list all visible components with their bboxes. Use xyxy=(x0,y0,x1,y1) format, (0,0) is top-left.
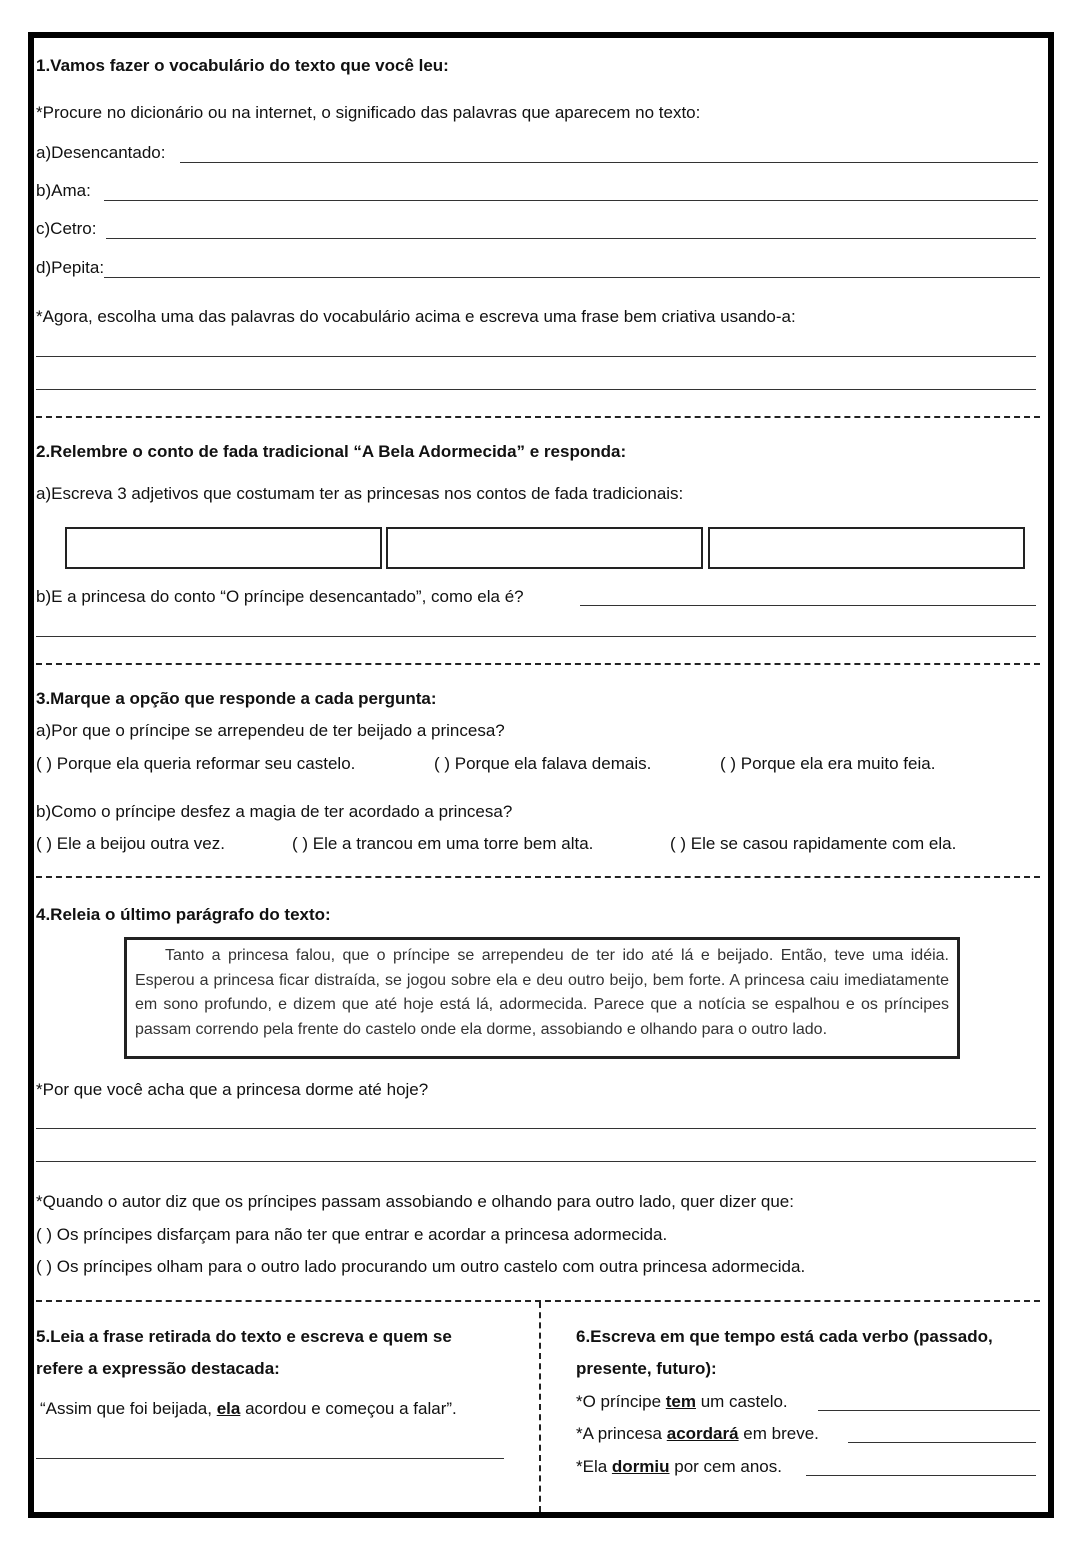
answer-line[interactable] xyxy=(36,1128,1036,1129)
q1-title: 1.Vamos fazer o vocabulário do texto que você leu: xyxy=(36,56,449,75)
text: *Ela xyxy=(576,1457,612,1476)
adjective-box-2[interactable] xyxy=(386,527,703,569)
answer-line[interactable] xyxy=(818,1410,1040,1411)
q3-b: b)Como o príncipe desfez a magia de ter acordado a princesa? xyxy=(36,802,513,821)
q2-title: 2.Relembre o conto de fada tradicional “A Bela Adormecida” e responda: xyxy=(36,442,627,461)
answer-line[interactable] xyxy=(36,636,1036,637)
answer-line[interactable] xyxy=(848,1442,1036,1443)
q3-b-option-1[interactable]: ( ) Ele a beijou outra vez. xyxy=(36,834,225,853)
text: por cem anos. xyxy=(669,1457,782,1476)
q1-sentence-prompt: *Agora, escolha uma das palavras do vocabulário acima e escreva uma frase bem criativa usando-a: xyxy=(36,307,796,326)
text: *O príncipe xyxy=(576,1392,666,1411)
answer-line-c[interactable] xyxy=(106,238,1036,239)
adjective-box-1[interactable] xyxy=(65,527,382,569)
q6-title-line1: 6.Escreva em que tempo está cada verbo (passado, xyxy=(576,1327,993,1346)
q6-item-1 xyxy=(576,1392,788,1412)
answer-line[interactable] xyxy=(806,1475,1036,1476)
q1-item-a: a)Desencantado: xyxy=(36,143,166,162)
q3-a-option-2[interactable]: ( ) Porque ela falava demais. xyxy=(434,754,652,773)
answer-line[interactable] xyxy=(36,1458,504,1459)
text: “Assim que foi beijada, xyxy=(40,1399,217,1418)
q1-item-d: d)Pepita: xyxy=(36,258,105,277)
q2-a: a)Escreva 3 adjetivos que costumam ter as princesas nos contos de fada tradicionais: xyxy=(36,484,684,503)
q3-a: a)Por que o príncipe se arrependeu de ter beijado a princesa? xyxy=(36,721,505,740)
q5-title-line1: 5.Leia a frase retirada do texto e escreva e quem se xyxy=(36,1327,452,1346)
section-divider xyxy=(36,416,1040,418)
answer-line-a[interactable] xyxy=(180,162,1038,163)
answer-line[interactable] xyxy=(580,605,1036,606)
q4-option-1[interactable]: ( ) Os príncipes disfarçam para não ter que entrar e acordar a princesa adormecida. xyxy=(36,1225,668,1244)
q5-sentence xyxy=(40,1399,457,1419)
q3-a-option-3[interactable]: ( ) Porque ela era muito feia. xyxy=(720,754,936,773)
q6-item-2 xyxy=(576,1424,819,1444)
highlighted-verb: dormiu xyxy=(611,1457,670,1476)
q6-item-3 xyxy=(576,1457,782,1477)
q1-item-b: b)Ama: xyxy=(36,181,91,200)
column-divider xyxy=(539,1302,541,1512)
q4-option-2[interactable]: ( ) Os príncipes olham para o outro lado procurando um outro castelo com outra princesa adormecida. xyxy=(36,1257,806,1276)
section-divider xyxy=(36,1300,1040,1302)
q4-why: *Por que você acha que a princesa dorme até hoje? xyxy=(36,1080,429,1099)
q2-b: b)E a princesa do conto “O príncipe desencantado”, como ela é? xyxy=(36,587,524,606)
adjective-box-3[interactable] xyxy=(708,527,1025,569)
section-divider xyxy=(36,876,1040,878)
q1-item-c: c)Cetro: xyxy=(36,219,97,238)
q5-title-line2: refere a expressão destacada: xyxy=(36,1359,280,1378)
answer-line-d[interactable] xyxy=(104,277,1040,278)
text: em breve. xyxy=(738,1424,819,1443)
q1-instruction: *Procure no dicionário ou na internet, o significado das palavras que aparecem no texto: xyxy=(36,103,701,122)
text: acordou e começou a falar”. xyxy=(240,1399,457,1418)
highlighted-verb: tem xyxy=(665,1392,696,1411)
highlighted-word: ela xyxy=(216,1399,241,1418)
q3-title: 3.Marque a opção que responde a cada pergunta: xyxy=(36,689,437,708)
section-divider xyxy=(36,663,1040,665)
text: *A princesa xyxy=(576,1424,667,1443)
q3-a-option-1[interactable]: ( ) Porque ela queria reformar seu castelo. xyxy=(36,754,356,773)
quoted-paragraph: Tanto a princesa falou, que o príncipe se arrependeu de ter ido até lá e beijado. Então, teve uma idéia. Esperou a princesa ficar distraída, se jogou sobre ela e deu outro beijo, bem forte. A princesa caiu imediatamente em sono profundo, e dizem que até hoje está lá, adormecida. Parece que a notícia se espalhou e os príncipes passam correndo pela frente do castelo onde ela dorme, assobiando e olhando para o outro lado. xyxy=(124,937,960,1059)
highlighted-verb: acordará xyxy=(666,1424,739,1443)
answer-line[interactable] xyxy=(36,389,1036,390)
page-frame xyxy=(28,32,1054,1518)
answer-line-b[interactable] xyxy=(104,200,1038,201)
text: um castelo. xyxy=(696,1392,788,1411)
q3-b-option-3[interactable]: ( ) Ele se casou rapidamente com ela. xyxy=(670,834,957,853)
q3-b-option-2[interactable]: ( ) Ele a trancou em uma torre bem alta. xyxy=(292,834,594,853)
q4-when: *Quando o autor diz que os príncipes passam assobiando e olhando para outro lado, quer dizer que: xyxy=(36,1192,794,1211)
answer-line[interactable] xyxy=(36,1161,1036,1162)
q6-title-line2: presente, futuro): xyxy=(576,1359,717,1378)
answer-line[interactable] xyxy=(36,356,1036,357)
q4-title: 4.Releia o último parágrafo do texto: xyxy=(36,905,331,924)
